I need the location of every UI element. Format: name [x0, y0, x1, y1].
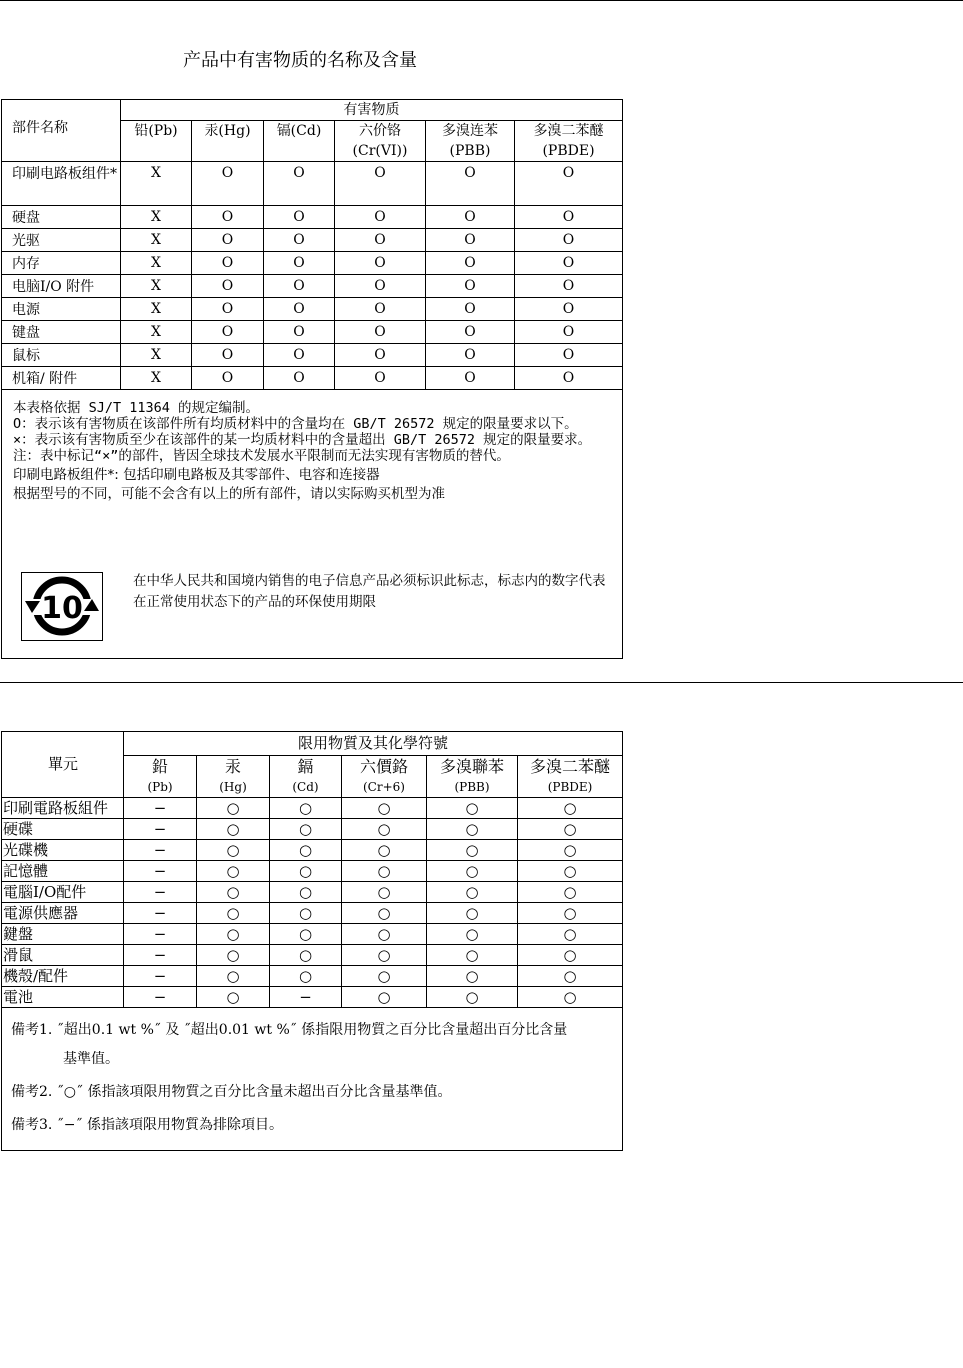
table-row [2, 882, 623, 903]
restricted-value: ○ [197, 798, 270, 819]
substance-name: 镉(Cd) [276, 123, 322, 139]
restricted-value: ○ [518, 966, 623, 987]
substance-name: 鉛 [151, 757, 168, 776]
note-line: 根据型号的不同，可能不会含有以上的所有部件，请以实际购买机型为准 [13, 486, 445, 502]
substance-symbol: (Pb) [147, 780, 173, 794]
table-row [2, 162, 623, 206]
restricted-column-header [270, 756, 342, 798]
restricted-value: ○ [270, 966, 342, 987]
substance-value: O [264, 298, 335, 321]
eco-logo-description: 在中华人民共和国境内销售的电子信息产品必须标识此标志，标志内的数字代表在正常使用状态下的产品的环保使用期限 [133, 573, 606, 610]
substance-name: 六價鉻 [359, 757, 408, 776]
restricted-value: ○ [197, 945, 270, 966]
substance-value: O [335, 298, 426, 321]
restricted-value: ○ [342, 819, 427, 840]
substance-value: O [515, 252, 623, 275]
restricted-value: ○ [270, 882, 342, 903]
table-row [2, 252, 623, 275]
table-row [2, 367, 623, 390]
substance-value: O [192, 229, 264, 252]
substance-value: O [192, 344, 264, 367]
restricted-value: ○ [518, 861, 623, 882]
table-row [2, 298, 623, 321]
restricted-value: ○ [342, 945, 427, 966]
substance-value: X [121, 229, 192, 252]
substance-value: O [264, 275, 335, 298]
table-row [2, 840, 623, 861]
top-rule [0, 0, 963, 1]
substance-value: O [426, 344, 515, 367]
substance-value: O [264, 229, 335, 252]
restricted-value: ○ [197, 924, 270, 945]
restricted-value: ○ [342, 861, 427, 882]
restricted-value: ○ [518, 798, 623, 819]
restricted-value: ○ [427, 966, 518, 987]
table-row [2, 229, 623, 252]
restricted-value: ○ [518, 924, 623, 945]
restricted-value: − [124, 840, 197, 861]
substance-value: O [335, 344, 426, 367]
remarks-cell [2, 1008, 623, 1151]
substance-value: O [426, 321, 515, 344]
substance-value: O [264, 367, 335, 390]
substance-value: O [515, 298, 623, 321]
restricted-value: − [124, 945, 197, 966]
substance-value: O [335, 252, 426, 275]
restricted-value: ○ [197, 882, 270, 903]
unit-name: 硬碟 [2, 819, 124, 840]
restricted-value: ○ [427, 945, 518, 966]
substance-symbol: (PBDE) [542, 143, 595, 159]
part-name-header: 部件名称 [2, 100, 121, 162]
substance-value: O [335, 162, 426, 206]
restricted-value: ○ [197, 840, 270, 861]
page-title: 产品中有害物质的名称及含量 [183, 50, 417, 71]
restricted-value: ○ [427, 903, 518, 924]
substance-symbol: (PBDE) [547, 780, 593, 794]
table-row [2, 861, 623, 882]
restricted-value: ○ [427, 924, 518, 945]
part-name: 光驱 [2, 229, 121, 252]
note-line: 注：表中标记“×”的部件，皆因全球技术发展水平限制而无法实现有害物质的替代。 [13, 448, 510, 464]
restricted-value: ○ [270, 798, 342, 819]
restricted-value: ○ [342, 798, 427, 819]
substance-symbol: (Cr(VI)) [352, 143, 408, 159]
remark-3: 備考3. ˝−˝ 係指該項限用物質為排除項目。 [11, 1117, 283, 1133]
substance-name: 多溴连苯 [442, 123, 498, 139]
substance-name: 汞(Hg) [204, 123, 251, 139]
substance-column-header [192, 121, 264, 162]
restricted-value: ○ [427, 798, 518, 819]
substance-name: 汞 [224, 757, 241, 776]
restricted-value: ○ [270, 903, 342, 924]
restricted-column-header [427, 756, 518, 798]
substance-value: O [192, 275, 264, 298]
substance-value: O [515, 367, 623, 390]
note-line: O：表示该有害物质在该部件所有均质材料中的含量均在 GB/T 26572 规定的限量要求以下。 [13, 416, 578, 432]
restricted-value: ○ [342, 882, 427, 903]
substance-value: O [426, 229, 515, 252]
substance-value: O [192, 321, 264, 344]
restricted-value: − [124, 882, 197, 903]
substance-value: O [192, 162, 264, 206]
part-name: 印刷电路板组件* [2, 162, 121, 206]
remark-1: 備考1. ˝超出0.1 wt %˝ 及 ˝超出0.01 wt %˝ 係指限用物質之百分比含量超出百分比含量 [11, 1022, 568, 1038]
restricted-value: − [124, 924, 197, 945]
restricted-value: ○ [270, 819, 342, 840]
restricted-value: ○ [518, 903, 623, 924]
substance-column-header [264, 121, 335, 162]
unit-name: 電池 [2, 987, 124, 1008]
restricted-value: − [124, 903, 197, 924]
restricted-value: ○ [342, 903, 427, 924]
restricted-value: − [270, 987, 342, 1008]
substance-value: O [192, 367, 264, 390]
restricted-value: − [124, 987, 197, 1008]
unit-name: 電源供應器 [2, 903, 124, 924]
substance-value: O [264, 162, 335, 206]
table-row [2, 966, 623, 987]
part-name: 硬盘 [2, 206, 121, 229]
substance-value: O [515, 344, 623, 367]
substance-name: 多溴二苯醚 [530, 757, 611, 776]
restricted-value: ○ [427, 861, 518, 882]
restricted-value: ○ [427, 819, 518, 840]
table-row [2, 987, 623, 1008]
substance-value: O [515, 275, 623, 298]
substance-value: O [426, 367, 515, 390]
table-row [2, 924, 623, 945]
restricted-value: ○ [342, 924, 427, 945]
substance-value: O [264, 252, 335, 275]
table-row [2, 275, 623, 298]
substance-value: O [426, 252, 515, 275]
substance-value: O [515, 206, 623, 229]
substance-value: O [264, 344, 335, 367]
remark-2: 備考2. ˝○˝ 係指該項限用物質之百分比含量未超出百分比含量基準值。 [11, 1084, 452, 1100]
substance-value: O [335, 206, 426, 229]
part-name: 内存 [2, 252, 121, 275]
substance-column-header [121, 121, 192, 162]
substance-column-header [426, 121, 515, 162]
substance-symbol: (Cr+6) [363, 780, 405, 794]
substance-symbol: (PBB) [454, 780, 490, 794]
restricted-value: ○ [427, 987, 518, 1008]
table-row [2, 321, 623, 344]
unit-name: 記憶體 [2, 861, 124, 882]
substance-value: X [121, 298, 192, 321]
substance-value: X [121, 321, 192, 344]
restricted-value: ○ [518, 819, 623, 840]
substance-name: 多溴二苯醚 [533, 123, 604, 139]
substance-symbol: (PBB) [449, 143, 491, 159]
unit-name: 鍵盤 [2, 924, 124, 945]
substance-value: O [426, 162, 515, 206]
restricted-value: − [124, 966, 197, 987]
substance-group-header: 有害物质 [121, 100, 623, 121]
substance-value: O [515, 321, 623, 344]
part-name: 电脑I/O 附件 [2, 275, 121, 298]
unit-name: 滑鼠 [2, 945, 124, 966]
substance-value: X [121, 344, 192, 367]
substance-value: O [192, 206, 264, 229]
substance-value: X [121, 162, 192, 206]
substance-value: O [426, 298, 515, 321]
restricted-column-header [342, 756, 427, 798]
substance-value: O [264, 206, 335, 229]
restricted-value: ○ [518, 840, 623, 861]
substance-name: 鎘 [297, 757, 314, 776]
substance-name: 多溴聯苯 [439, 757, 504, 776]
substance-value: O [515, 229, 623, 252]
part-name: 电源 [2, 298, 121, 321]
substance-name: 铅(Pb) [134, 123, 178, 139]
unit-name: 光碟機 [2, 840, 124, 861]
restricted-value: ○ [197, 966, 270, 987]
restricted-group-header: 限用物質及其化學符號 [124, 732, 623, 756]
table-row [2, 819, 623, 840]
unit-name: 機殼/配件 [2, 966, 124, 987]
part-name: 机箱/ 附件 [2, 367, 121, 390]
restricted-value: ○ [270, 924, 342, 945]
eco-logo-number: 10 [41, 591, 83, 626]
restricted-substances-table-traditional [1, 731, 623, 1151]
substance-value: X [121, 252, 192, 275]
substance-value: X [121, 275, 192, 298]
restricted-value: − [124, 798, 197, 819]
restricted-value: ○ [518, 882, 623, 903]
section-divider [0, 682, 963, 683]
substance-value: O [426, 206, 515, 229]
table-row [2, 945, 623, 966]
substance-value: O [335, 275, 426, 298]
substance-value: O [264, 321, 335, 344]
note-line: 印刷电路板组件*: 包括印刷电路板及其零部件、电容和连接器 [13, 467, 380, 483]
substance-value: X [121, 367, 192, 390]
table-row [2, 344, 623, 367]
restricted-value: ○ [197, 987, 270, 1008]
restricted-value: ○ [518, 945, 623, 966]
substance-symbol: (Cd) [292, 780, 319, 794]
substance-symbol: (Hg) [219, 780, 247, 794]
restricted-value: ○ [518, 987, 623, 1008]
restricted-column-header [124, 756, 197, 798]
restricted-value: ○ [342, 987, 427, 1008]
restricted-value: − [124, 861, 197, 882]
notes-cell [2, 390, 623, 659]
restricted-value: ○ [270, 861, 342, 882]
restricted-value: ○ [427, 840, 518, 861]
restricted-value: ○ [197, 903, 270, 924]
substance-value: O [335, 321, 426, 344]
unit-header: 單元 [2, 732, 124, 798]
part-name: 键盘 [2, 321, 121, 344]
restricted-value: − [124, 819, 197, 840]
table-row [2, 903, 623, 924]
part-name: 鼠标 [2, 344, 121, 367]
restricted-column-header [518, 756, 623, 798]
substance-value: O [335, 229, 426, 252]
substance-value: O [335, 367, 426, 390]
unit-name: 印刷電路板組件 [2, 798, 124, 819]
restricted-value: ○ [427, 882, 518, 903]
substance-column-header [515, 121, 623, 162]
restricted-value: ○ [270, 945, 342, 966]
restricted-value: ○ [342, 840, 427, 861]
substance-name: 六价铬 [359, 123, 401, 139]
substance-value: O [192, 252, 264, 275]
restricted-column-header [197, 756, 270, 798]
restricted-value: ○ [342, 966, 427, 987]
hazardous-substances-table-simplified [1, 99, 623, 659]
substance-value: O [192, 298, 264, 321]
table-row [2, 206, 623, 229]
substance-value: O [426, 275, 515, 298]
substance-value: X [121, 206, 192, 229]
unit-name: 電腦I/O配件 [2, 882, 124, 903]
note-line: 本表格依据 SJ/T 11364 的规定编制。 [13, 400, 260, 416]
restricted-value: ○ [197, 861, 270, 882]
substance-column-header [335, 121, 426, 162]
remark-1-continued: 基準值。 [63, 1051, 119, 1067]
note-line: ×：表示该有害物质至少在该部件的某一均质材料中的含量超出 GB/T 26572 规定的限量要求。 [13, 432, 592, 448]
substance-value: O [515, 162, 623, 206]
eco-10-year-logo [21, 572, 103, 641]
restricted-value: ○ [270, 840, 342, 861]
table-row [2, 798, 623, 819]
restricted-value: ○ [197, 819, 270, 840]
